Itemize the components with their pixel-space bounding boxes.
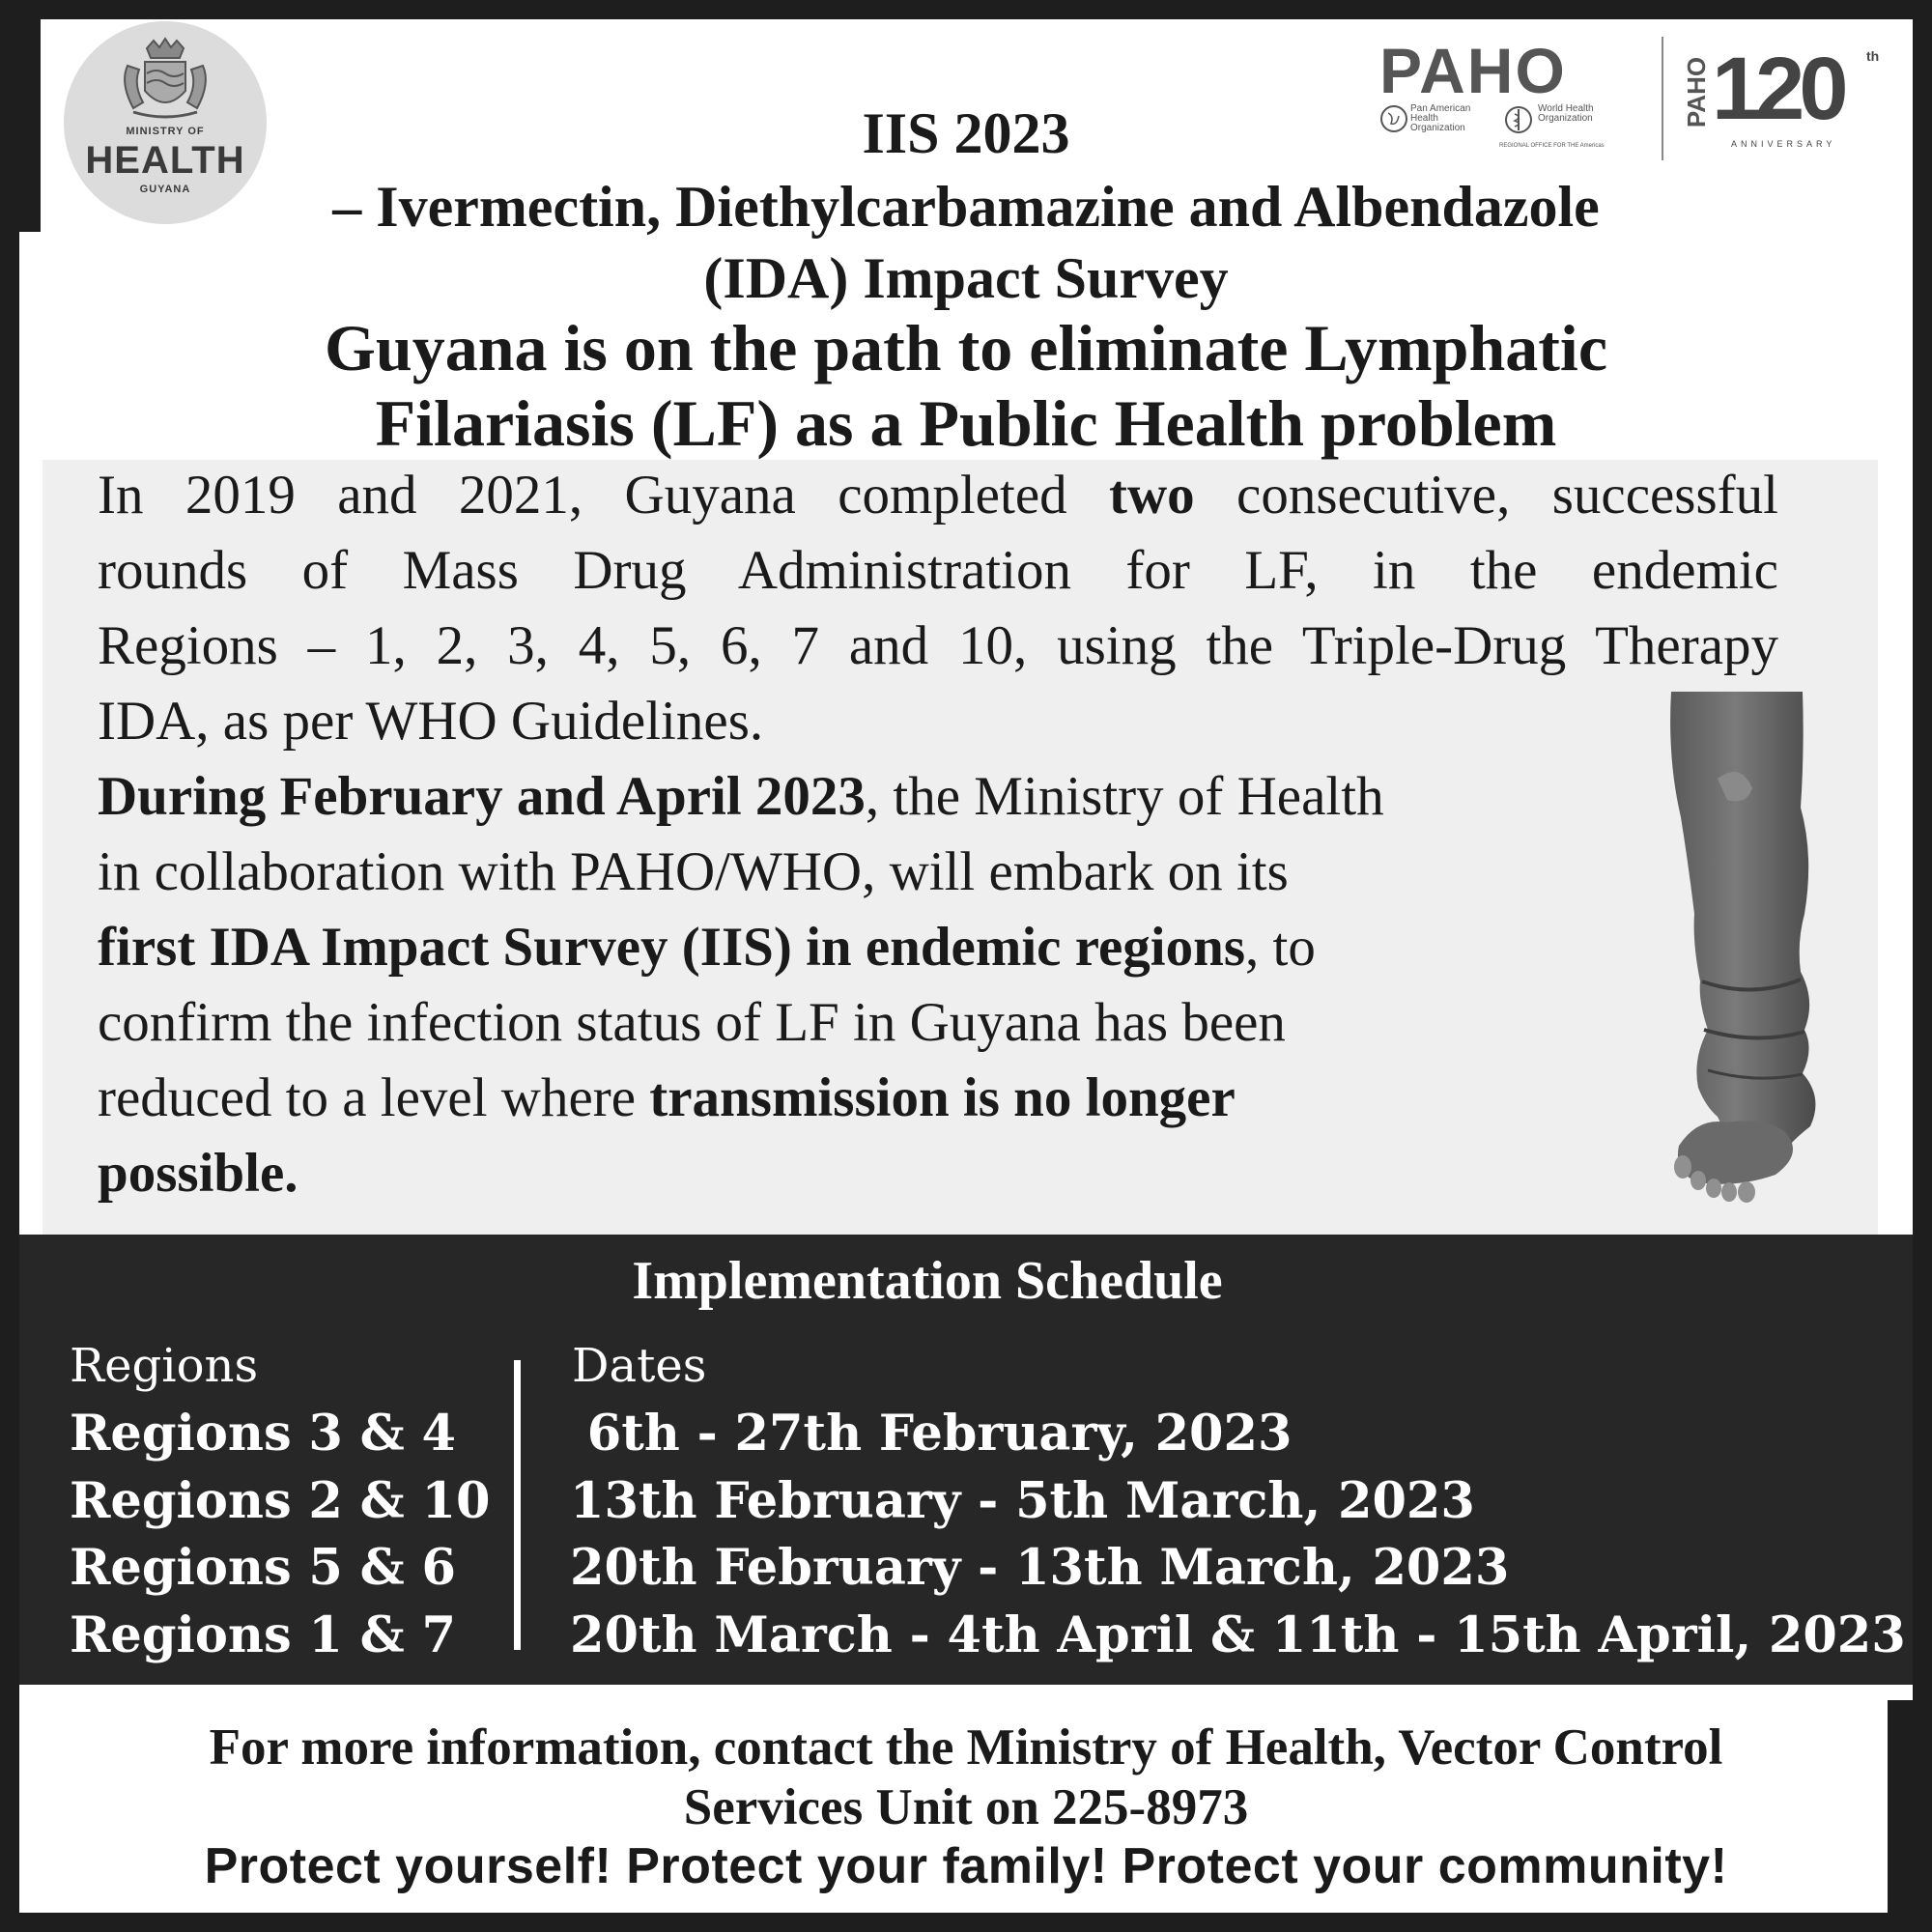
poster-subtitle-line-1: – Ivermectin, Diethylcarbamazine and Albendazole <box>332 175 1600 239</box>
schedule-region-cell: Regions 3 & 4 <box>70 1405 456 1463</box>
schedule-date-cell: 20th March - 4th April & 11th - 15th April, 2023 <box>570 1606 1906 1664</box>
paragraph-line: first IDA Impact Survey (IIS) in endemic regions, to <box>98 917 1316 978</box>
paho-side-label: PAHO <box>1682 56 1712 128</box>
poster-title: IIS 2023 <box>862 101 1070 165</box>
schedule-date-cell: 6th - 27th February, 2023 <box>570 1405 1293 1463</box>
anniversary-number: 120 <box>1712 40 1843 138</box>
contact-info-line-2: Services Unit on 225-8973 <box>683 1779 1249 1835</box>
protect-slogan: Protect yourself! Protect your family! Protect your community! <box>204 1838 1728 1894</box>
regions-column-header: Regions <box>70 1339 259 1393</box>
poster-headline-line-2: Filariasis (LF) as a Public Health problem <box>375 386 1557 460</box>
schedule-region-cell: Regions 2 & 10 <box>70 1472 491 1530</box>
paragraph-line: possible. <box>98 1143 298 1204</box>
paho-wordmark: PAHO <box>1379 35 1567 106</box>
anniversary-label: ANNIVERSARY <box>1731 139 1836 149</box>
schedule-region-cell: Regions 1 & 7 <box>70 1606 456 1664</box>
schedule-region-cell: Regions 5 & 6 <box>70 1539 456 1597</box>
paragraph-line: During February and April 2023, the Ministry of Health <box>98 766 1384 827</box>
dates-column-header: Dates <box>572 1339 707 1393</box>
swollen-leg-illustration <box>1660 692 1833 1213</box>
paragraph-line: Regions – 1, 2, 3, 4, 5, 6, 7 and 10, using the Triple-Drug Therapy <box>98 615 1778 676</box>
moh-label-country: GUYANA <box>139 184 191 195</box>
paragraph-line: rounds of Mass Drug Administration for LF, in the endemic <box>98 540 1778 601</box>
paragraph-line: reduced to a level where transmission is no longer <box>98 1067 1236 1128</box>
paragraph-mda-history <box>98 458 1778 759</box>
schedule-title: Implementation Schedule <box>632 1251 1223 1311</box>
contact-info-line-1: For more information, contact the Ministry of Health, Vector Control <box>209 1719 1723 1776</box>
poster-headline-line-1: Guyana is on the path to eliminate Lymphatic <box>324 311 1608 384</box>
schedule-date-cell: 20th February - 13th March, 2023 <box>570 1539 1510 1597</box>
moh-label-top: MINISTRY OF <box>126 126 205 137</box>
poster-subtitle-line-2: (IDA) Impact Survey <box>703 246 1229 310</box>
paragraph-line: IDA, as per WHO Guidelines. <box>98 691 764 752</box>
who-regional-subtitle: REGIONAL OFFICE FOR THE Americas <box>1499 143 1605 149</box>
moh-label-health: HEALTH <box>85 139 245 182</box>
paho-subtitle: Pan American Health Organization <box>1410 103 1471 133</box>
paragraph-line: in collaboration with PAHO/WHO, will embark on its <box>98 841 1289 902</box>
paragraph-line: In 2019 and 2021, Guyana completed two consecutive, successful <box>98 465 1778 526</box>
anniversary-suffix: th <box>1866 48 1880 64</box>
paragraph-survey-announcement <box>98 759 1643 1211</box>
schedule-column-divider <box>514 1360 521 1650</box>
who-subtitle: World Health Organization <box>1538 103 1594 124</box>
paragraph-line: confirm the infection status of LF in Guyana has been <box>98 992 1286 1053</box>
schedule-date-cell: 13th February - 5th March, 2023 <box>570 1472 1475 1530</box>
